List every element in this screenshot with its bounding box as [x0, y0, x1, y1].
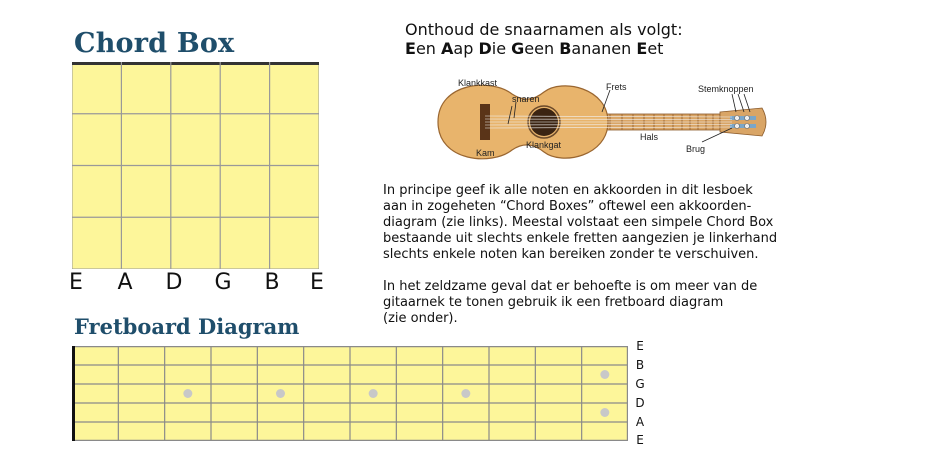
string-name-g: G — [214, 270, 232, 295]
guitar-illustration — [432, 72, 772, 176]
label-kam: Kam — [476, 148, 495, 158]
label-klankgat: Klankgat — [526, 140, 562, 150]
fb-string-a: A — [635, 415, 645, 429]
fret-marker-dot — [461, 389, 470, 398]
fb-string-d: D — [635, 396, 645, 410]
fretboard-title: Fretboard Diagram — [74, 314, 300, 339]
string-name-low-e: E — [69, 270, 83, 295]
string-name-high-e: E — [310, 270, 324, 295]
fretboard-diagram — [72, 346, 628, 441]
fret-marker-dot — [600, 408, 609, 417]
fb-string-b: B — [635, 358, 645, 372]
paragraph-line: In het zeldzame geval dat er behoefte is om meer van de — [383, 279, 758, 294]
label-stemknoppen: Stemknoppen — [698, 84, 754, 94]
paragraph-line: gitaarnek te tonen gebruik ik een fretboard diagram — [383, 295, 724, 310]
explanation-paragraph-1 — [383, 183, 863, 263]
paragraph-line: slechts enkele noten kan bereiken zonder te verschuiven. — [383, 247, 759, 262]
chord-box-title: Chord Box — [74, 28, 235, 59]
fret-marker-dot — [600, 370, 609, 379]
fb-string-low-e: E — [636, 433, 644, 447]
fretboard-string-names — [632, 337, 652, 447]
paragraph-line: diagram (zie links). Meestal volstaat een simpele Chord Box — [383, 215, 774, 230]
label-klankkast: Klankkast — [458, 78, 498, 88]
fret-marker-dot — [369, 389, 378, 398]
fret-marker-dot — [183, 389, 192, 398]
label-snaren: snaren — [512, 94, 540, 104]
string-name-a: A — [117, 270, 133, 295]
fb-string-g: G — [635, 377, 645, 391]
chord-box-diagram — [72, 62, 319, 269]
paragraph-line: bestaande uit slechts enkele fretten aangezien je linkerhand — [383, 231, 778, 246]
label-hals: Hals — [640, 132, 659, 142]
label-frets: Frets — [606, 82, 627, 92]
fret-marker-dot — [276, 389, 285, 398]
explanation-paragraph-2 — [383, 279, 863, 327]
mnemonic-line: Een Aap Die Geen Bananen Eet — [405, 39, 664, 58]
paragraph-line: (zie onder). — [383, 311, 458, 326]
paragraph-line: In principe geef ik alle noten en akkoorden in dit lesboek — [383, 183, 753, 198]
string-name-d: D — [165, 270, 183, 295]
mnemonic-title: Onthoud de snaarnamen als volgt: — [405, 20, 683, 39]
fb-string-high-e: E — [636, 339, 644, 353]
string-name-b: B — [264, 270, 280, 295]
paragraph-line: aan in zogeheten “Chord Boxes” oftewel een akkoorden- — [383, 199, 752, 214]
label-brug: Brug — [686, 144, 706, 154]
chord-box-string-names — [64, 270, 330, 296]
